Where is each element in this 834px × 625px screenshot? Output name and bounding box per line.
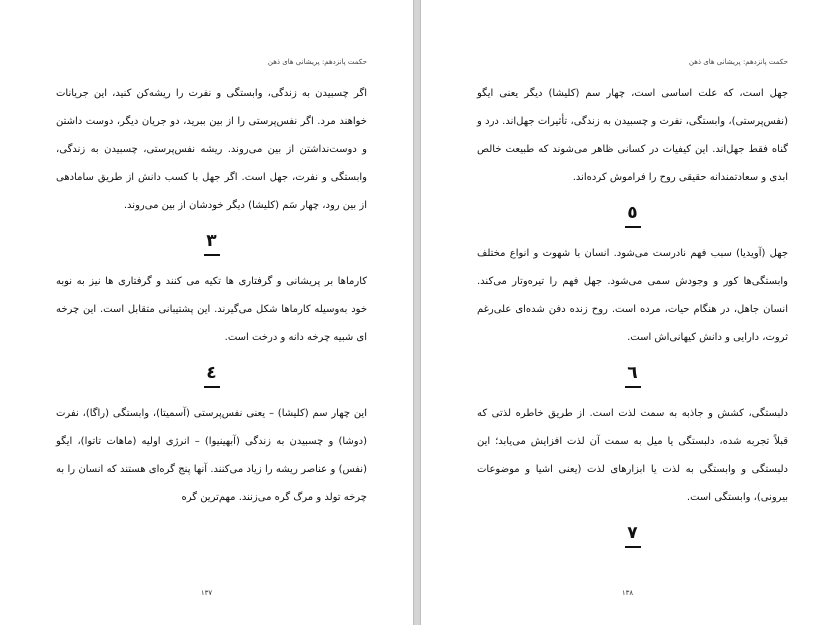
section-number-label: ٥ [627,203,638,223]
section-underline [625,386,641,388]
page-number: ۱۳۸ [621,589,634,597]
section-underline [204,254,220,256]
paragraph: جهل است، که علت اساسی است، چهار سم (کلیشا) دیگر یعنی ایگو (نفس‌پرستی)، وابستگی، نفرت و چسبیدن به زندگی، تأثیرات جهل‌اند. درد و گناه فقط جهل‌اند. این کیفیات در کسانی ظاهر می‌شوند که طبیعت خالص ابدی و سعادتمندانه حقیقی روح را فراموش کرده‌اند. [477,88,788,183]
section-number-label: ۷ [627,523,638,543]
section-number-label: ٦ [627,363,638,383]
section-number-label: ۳ [206,231,217,251]
paragraph: این چهار سم (کلیشا) – یعنی نفس‌پرستی (آسمیتا)، وابستگی (راگا)، نفرت (دوشا) و چسبیدن به زندگی (آبهینیوا) – انرژی اولیه (ماهات تاتوا)، ایگو (نفس) و عناصر ریشه را زیاد می‌کنند. آنها پنج گره‌ای هستند که انسان را به چرخه تولد و مرگ گره می‌زنند. مهم‌ترین گره [56,408,367,503]
running-header: حکمت پانزدهم: پریشانی های ذهن [267,58,367,66]
paragraph: کارماها بر پریشانی و گرفتاری ها تکیه می کنند و گرفتاری ها نیز به نوبه خود به‌وسیله کارماها شکل می‌گیرند. این پشتیبانی متقابل است. این چرخه ای شبیه چرخه دانه و درخت است. [56,276,367,343]
section-number [477,364,788,388]
section-underline [625,546,641,548]
page-content [477,80,788,560]
left-page [0,0,414,625]
page-content [56,80,367,512]
section-number [477,204,788,228]
section-number [56,364,367,388]
paragraph: دلبستگی، کشش و جاذبه به سمت لذت است. از طریق خاطره لذتی که قبلاً تجربه شده، دلبستگی یا میل به سمت آن لذت افزایش می‌یابد؛ این دلبستگی و وابستگی به لذت یا ابزارهای لذت (یعنی اشیا و موضوعات بیرونی)، وابستگی است. [477,408,788,503]
running-header: حکمت پانزدهم: پریشانی های ذهن [688,58,788,66]
right-page [420,0,834,625]
section-number [56,232,367,256]
paragraph: اگر چسبیدن به زندگی، وابستگی و نفرت را ریشه‌کن کنید، این جریانات خواهند مرد. اگر نفس‌پرستی را از بین ببرید، دو جریان دیگر، دوست داشتن و دوست‌نداشتن از بین می‌روند. ریشه نفس‌پرستی، چسبیدن به زندگی، وابستگی و نفرت، جهل است. اگر جهل با کسب دانش از طریق سامادهی از بین رود، چهار سَم (کلیشا) دیگر خودشان از بین می‌روند. [56,88,367,211]
page-number: ۱۳۷ [200,589,213,597]
section-number-label: ٤ [206,363,217,383]
section-number [477,524,788,548]
paragraph: جهل (آویدیا) سبب فهم نادرست می‌شود. انسان با شهوت و انواع مختلف وابستگی‌ها کور و وجودش سمی می‌شود. جهل فهم را تیره‌وتار می‌کند. انسان جاهل، در هنگام حیات، مرده است. روح زنده دفن شده‌ای علی‌رغم ثروت، دارایی و دانش کیهانی‌اش است. [477,248,788,343]
section-underline [204,386,220,388]
section-underline [625,226,641,228]
